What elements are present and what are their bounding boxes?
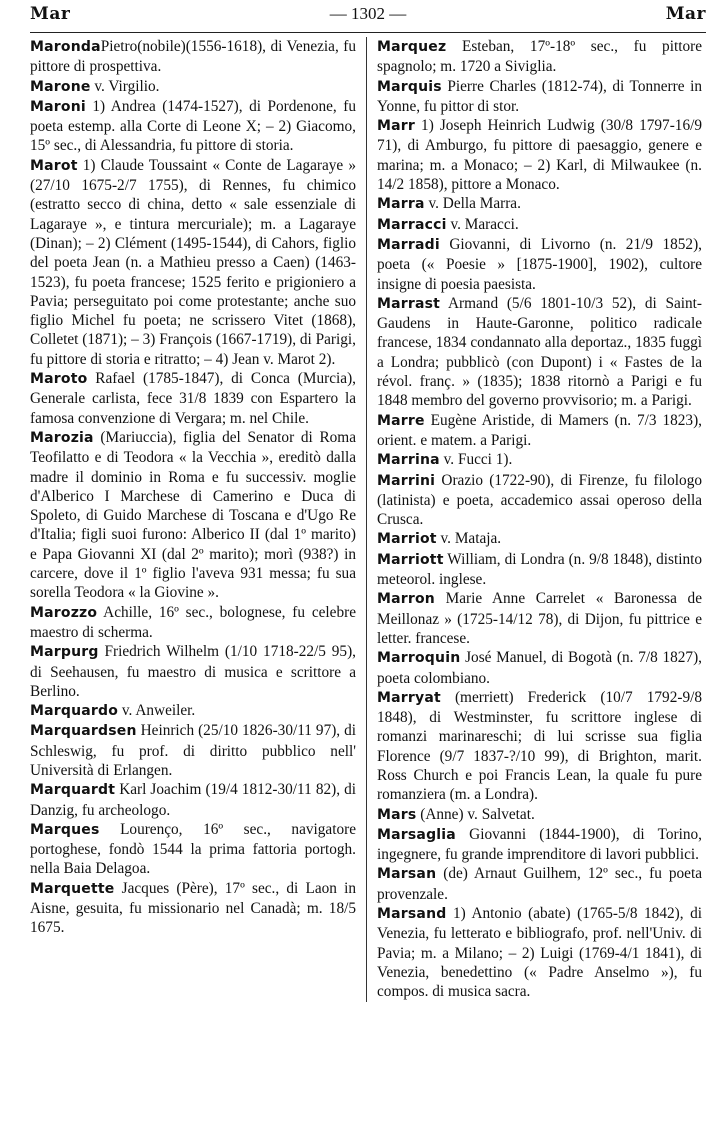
entry-text: (Anne) v. Salvetat. <box>416 805 535 823</box>
entry-text: Achille, 16º sec., bolognese, fu celebre maestro di scherma. <box>30 603 356 641</box>
entry-headword: Marron <box>377 591 435 608</box>
entry-headword: Marriott <box>377 551 444 568</box>
entry-headword: Marracci <box>377 216 447 233</box>
entry <box>30 780 356 820</box>
entry <box>377 194 702 214</box>
header-right-word: Mar <box>665 4 706 24</box>
entry <box>377 825 702 865</box>
entry-text: 1) Joseph Heinrich Ludwig (30/8 1797-16/9 71), di Amburgo, fu pittore di paesaggio, genere e marina; m. a Monaco; – 2) Karl, di Milwaukee (n. 14/2 1858), pittore a Monaco. <box>377 117 702 194</box>
entry-headword: Marroquin <box>377 650 461 667</box>
entry-headword: Marpurg <box>30 644 99 661</box>
entry-headword: Mars <box>377 806 417 823</box>
entry <box>377 688 702 805</box>
entry-text: Friedrich Wilhelm (1/10 1718-22/5 95), di Seehausen, fu maestro di musica e scrittore a Berlino. <box>30 643 356 700</box>
entry-headword: Marryat <box>377 689 441 706</box>
entry-headword: Marsaglia <box>377 826 456 843</box>
entry-headword: Maroni <box>30 98 86 115</box>
entry-text: (Mariuccia), figlia del Senator di Roma Teofilatto e di Teodora « la Vecchia », ereditò dalla madre il dominio in Roma e fu successiv. moglie d'Alberico I Marchese di Camerino e Duca di Spoleto, di Guido Marchese di Toscana e d'Ugo Re d'Italia; figli suoi furono: Alberico II (dal 1º marito) e Papa Giovanni XI (dal 2º marito); morì (938?) in carcere, dove il 1º figlio l'aveva 931 messa; fu sua sorella Teodora « la Giovine ». <box>30 428 356 602</box>
entry-text: v. Mataja. <box>436 530 502 548</box>
entry-text: Karl Joachim (19/4 1812-30/11 82), di Danzig, fu archeologo. <box>30 781 356 819</box>
entry-headword: Marrina <box>377 452 440 469</box>
entry-headword: Marrast <box>377 295 441 312</box>
entry-headword: Marquardt <box>30 782 116 799</box>
entry <box>30 37 356 77</box>
entry <box>377 648 702 688</box>
entry-text: Marie Anne Carrelet « Baronessa de Meillonaz » (1725-14/12 78), di Dijon, fu pittrice e letter. francese. <box>377 590 702 647</box>
entry-headword: Marquez <box>377 39 447 55</box>
entry-headword: Marot <box>30 157 78 174</box>
entry <box>377 37 702 77</box>
entry-headword: Marozia <box>30 429 94 446</box>
entry <box>377 550 702 590</box>
entry <box>377 77 702 117</box>
entry-text: 1) Antonio (abate) (1765-5/8 1842), di Venezia, fu letterato e bibliografo, prof. nell'Univ. di Pavia; m. a Milano; – 2) Luigi (1769-4/1 1841), di Venezia, benedettino (« Padre Anselmo »), fu compos. di musica sacra. <box>377 905 702 1001</box>
entry-headword: Marquette <box>30 880 115 897</box>
entry <box>30 603 356 643</box>
entry <box>30 701 356 721</box>
entry <box>30 369 356 428</box>
entry-headword: Marrini <box>377 472 436 489</box>
entry-text: v. Fucci 1). <box>439 451 513 469</box>
entry-text: Armand (5/6 1801-10/3 52), di Saint-Gaudens in Haute-Garonne, politico radicale francese, 1834 condannato alla deportaz., 1835 fuggì a Londra; pubblicò (con Dupont) i « Fastes de la révol. franç. » (1835); 1838 ritornò a Parigi e fu 1848 membro del governo provvisorio; m. a Parigi. <box>377 294 702 410</box>
entry-headword: Marsan <box>377 866 437 883</box>
entry-text: Rafael (1785-1847), di Conca (Murcia), Generale carlista, fece 31/8 1839 con Espartero la famosa convenzione di Vergara; m. nel Chile. <box>30 370 356 427</box>
entry-text: Esteban, 17º-18º sec., fu pittore spagnolo; m. 1720 a Siviglia. <box>377 38 702 76</box>
entry <box>377 529 702 549</box>
left-column <box>30 37 366 1002</box>
page-header <box>30 4 706 33</box>
right-column <box>366 37 702 1002</box>
entry-text: Giovanni (1844-1900), di Torino, ingegnere, fu grande imprenditore di lavori pubblici. <box>377 825 702 864</box>
entry-text: Jacques (Père), 17º sec., di Laon in Aisne, gesuita, fu missionario nel Canadà; m. 18/5 1675. <box>30 879 356 937</box>
entry <box>377 450 702 470</box>
entry-headword: Marre <box>377 412 425 429</box>
entry-text: v. Maracci. <box>446 215 519 233</box>
entry-text: Orazio (1722-90), di Firenze, fu filologo (latinista) e poeta, accademico assai operoso della Crusca. <box>377 471 702 529</box>
entry <box>30 642 356 701</box>
entry <box>30 77 356 97</box>
entry <box>377 589 702 648</box>
entry <box>377 215 702 235</box>
entry-text: William, di Londra (n. 9/8 1848), distinto meteorol. inglese. <box>377 550 702 589</box>
entry-text: Eugène Aristide, di Mamers (n. 7/3 1823), orient. e matem. a Parigi. <box>377 411 702 449</box>
entry-text: (de) Arnaut Guilhem, 12º sec., fu poeta provenzale. <box>377 865 702 903</box>
entry-text: Pierre Charles (1812-74), di Tonnerre in Yonne, fu pittor di stor. <box>377 77 702 115</box>
entry-text: Pietro(nobile)(1556-1618), di Venezia, fu pittore di prospettiva. <box>30 38 356 76</box>
entry-headword: Maronda <box>30 39 101 55</box>
entry-text: v. Virgilio. <box>90 77 160 95</box>
entry <box>30 721 356 780</box>
entry <box>377 864 702 904</box>
entry <box>377 471 702 530</box>
entry-text: José Manuel, di Bogotà (n. 7/8 1827), poeta colombiano. <box>377 649 702 687</box>
entry-headword: Marradi <box>377 236 440 253</box>
entry <box>377 116 702 194</box>
entry <box>30 820 356 879</box>
entry-text: 1) Claude Toussaint « Conte de Lagaraye » (27/10 1675-2/7 1755), di Rennes, fu chimico (estratto secco di china, detto « sale essenziale di Lagaraye », e tintura mercuriale); m. a Lagaraye (Dinan); – 2) Clément (1495-1544), di Cahors, figlio del poeta Jean (n. a Mathieu presso a Caen) (1463-1523), fu poeta francese; 1525 ferito e prigioniero a Pavia; perseguitato poi come protestante; anche suo figlio Michel fu poeta; ne scrissero Vitet (1868), Colletet (1871); – 3) François (1667-1719), di Parigi, fu pittore di storia e ritratto; – 4) Jean v. Marot 2). <box>30 156 356 368</box>
entry <box>377 235 702 294</box>
entry-headword: Marquardo <box>30 703 119 720</box>
entry-headword: Marr <box>377 118 415 135</box>
entry <box>30 156 356 369</box>
entry-text: v. Della Marra. <box>424 195 521 213</box>
entry <box>377 805 702 825</box>
entry <box>30 428 356 603</box>
header-left-word: Mar <box>30 4 71 24</box>
entry-text: (merriett) Frederick (10/7 1792-9/8 1848), di Westminster, fu scrittore inglese di romanzi marinareschi; di lui scrisse sua figlia Florence (9/7 1837-?/10 99), di Brighton, marit. Ross Church e poi Francis Lean, la quale fu pure romanziera (m. a Londra). <box>377 688 702 804</box>
entry <box>377 294 702 411</box>
entry <box>377 904 702 1001</box>
entry <box>30 97 356 156</box>
entry <box>377 411 702 451</box>
entry-headword: Marques <box>30 821 100 838</box>
entry-text: 1) Andrea (1474-1527), di Pordenone, fu poeta estemp. alla Corte di Leone X; – 2) Giacomo, 15º sec., di Alessandria, fu pittore di storia. <box>30 97 356 155</box>
entry-headword: Marquardsen <box>30 723 137 740</box>
entry-text: Lourenço, 16º sec., navigatore portoghese, fondò 1544 la prima fattoria portogh. nella Baia Delagoa. <box>30 820 356 878</box>
entry-text: Heinrich (25/10 1826-30/11 97), di Schleswig, fu prof. di diritto pubblico nell' Università di Erlangen. <box>30 722 356 779</box>
entry-headword: Marone <box>30 78 91 95</box>
entry-headword: Marra <box>377 196 425 213</box>
entry-headword: Marquis <box>377 78 442 95</box>
entry-headword: Marsand <box>377 906 447 923</box>
entry-text: Giovanni, di Livorno (n. 21/9 1852), poeta (« Poesie » [1875-1900], 1902), cultore insigne di poesia paesista. <box>377 235 702 293</box>
entry-text: v. Anweiler. <box>118 702 196 720</box>
text-columns <box>30 37 706 1002</box>
entry-headword: Marozzo <box>30 604 98 621</box>
page-number: — 1302 — <box>329 4 407 23</box>
entry-headword: Maroto <box>30 371 88 388</box>
entry <box>30 879 356 938</box>
entry-headword: Marriot <box>377 531 437 548</box>
